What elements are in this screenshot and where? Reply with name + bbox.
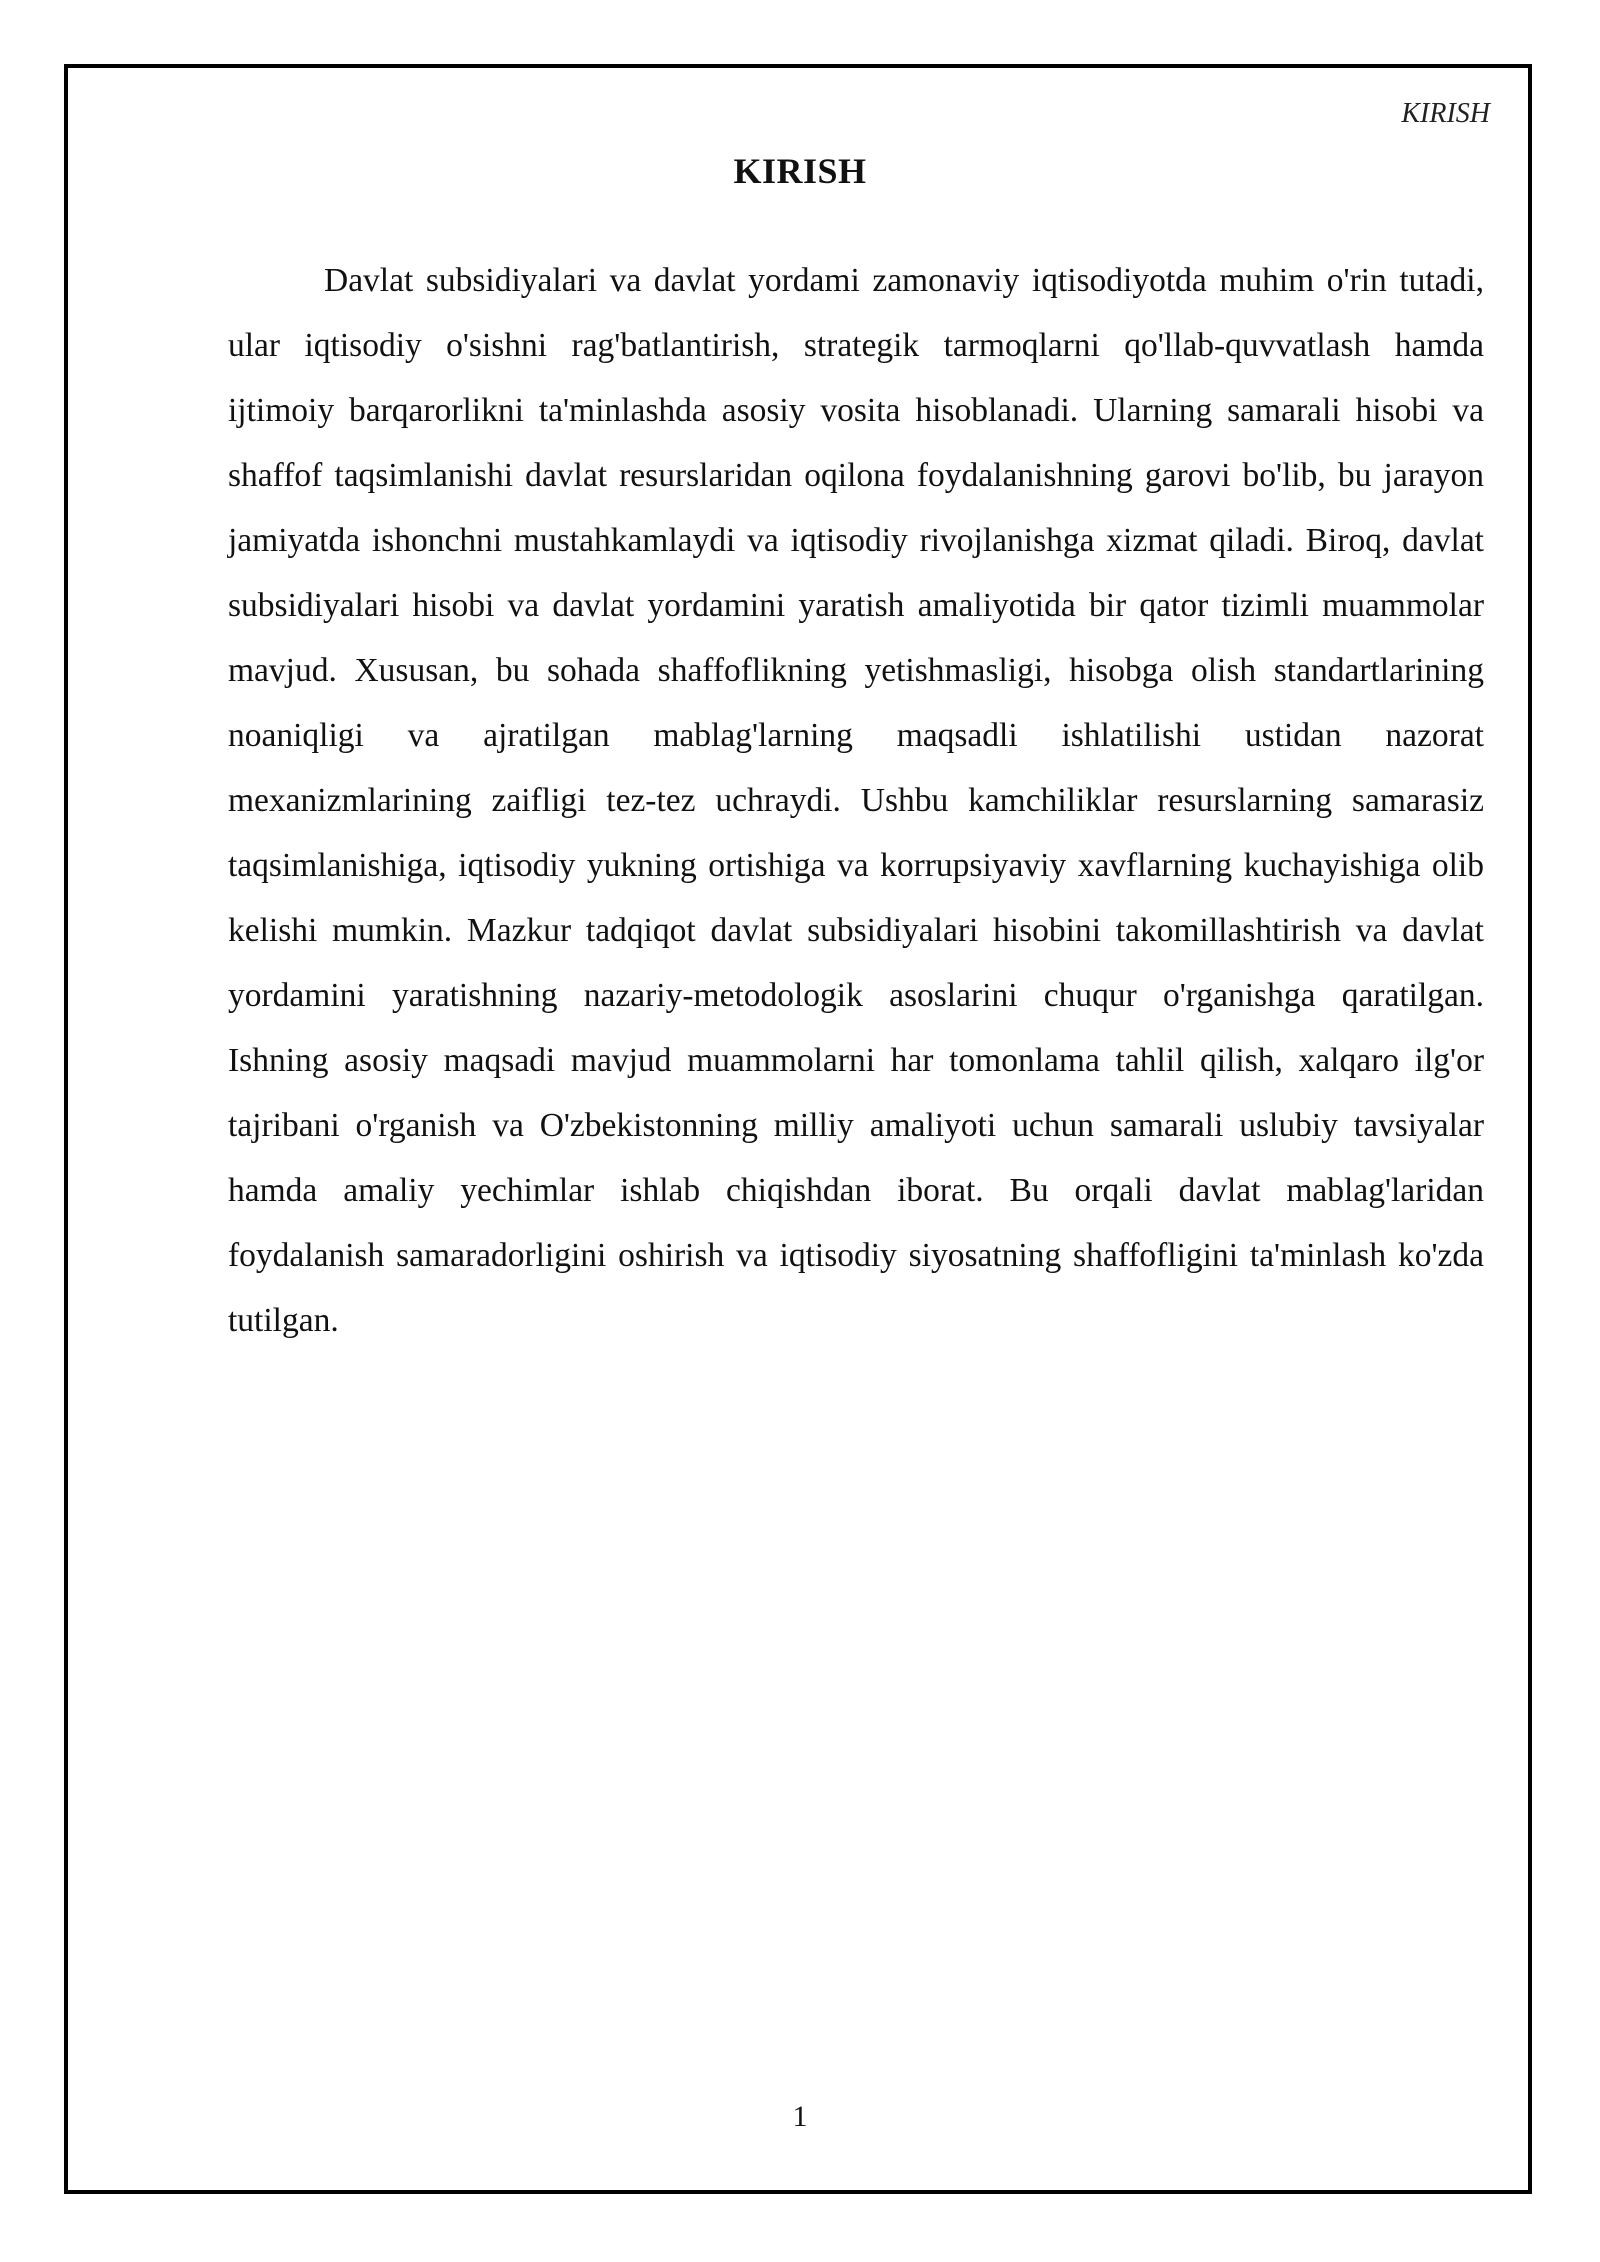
page-title: KIRISH (733, 151, 867, 191)
page-number: 1 (792, 2100, 808, 2133)
running-header: KIRISH (1401, 98, 1490, 129)
body-paragraph: Davlat subsidiyalari va davlat yordami zamonaviy iqtisodiyotda muhim o'rin tutadi, ular iqtisodiy o'sishni rag'batlantirish, strategik tarmoqlarni qo'llab-quvvatlash hamda ijtimoiy barqarorlikni ta'minlashda asosiy vosita hisoblanadi. Ularning samarali hisobi va shaffof taqsimlanishi davlat resurslaridan oqilona foydalanishning garovi bo'lib, bu jarayon jamiyatda ishonchni mustahkamlaydi va iqtisodiy rivojlanishga xizmat qiladi. Biroq, davlat subsidiyalari hisobi va davlat yordamini yaratish amaliyotida bir qator tizimli muammolar mavjud. Xususan, bu sohada shaffoflikning yetishmasligi, hisobga olish standartlarining noaniqligi va ajratilgan mablag'larning maqsadli ishlatilishi ustidan nazorat mexanizmlarining zaifligi tez-tez uchraydi. Ushbu kamchiliklar resurslarning samarasiz taqsimlanishiga, iqtisodiy yukning ortishiga va korrupsiyaviy xavflarning kuchayishiga olib kelishi mumkin. Mazkur tadqiqot davlat subsidiyalari hisobini takomillashtirish va davlat yordamini yaratishning nazariy-metodologik asoslarini chuqur o'rganishga qaratilgan. Ishning asosiy maqsadi mavjud muammolarni har tomonlama tahlil qilish, xalqaro ilg'or tajribani o'rganish va O'zbekistonning milliy amaliyoti uchun samarali uslubiy tavsiyalar hamda amaliy yechimlar ishlab chiqishdan iborat. Bu orqali davlat mablag'laridan foydalanish samaradorligini oshirish va iqtisodiy siyosatning shaffofligini ta'minlash ko'zda tutilgan. (228, 262, 1484, 1339)
